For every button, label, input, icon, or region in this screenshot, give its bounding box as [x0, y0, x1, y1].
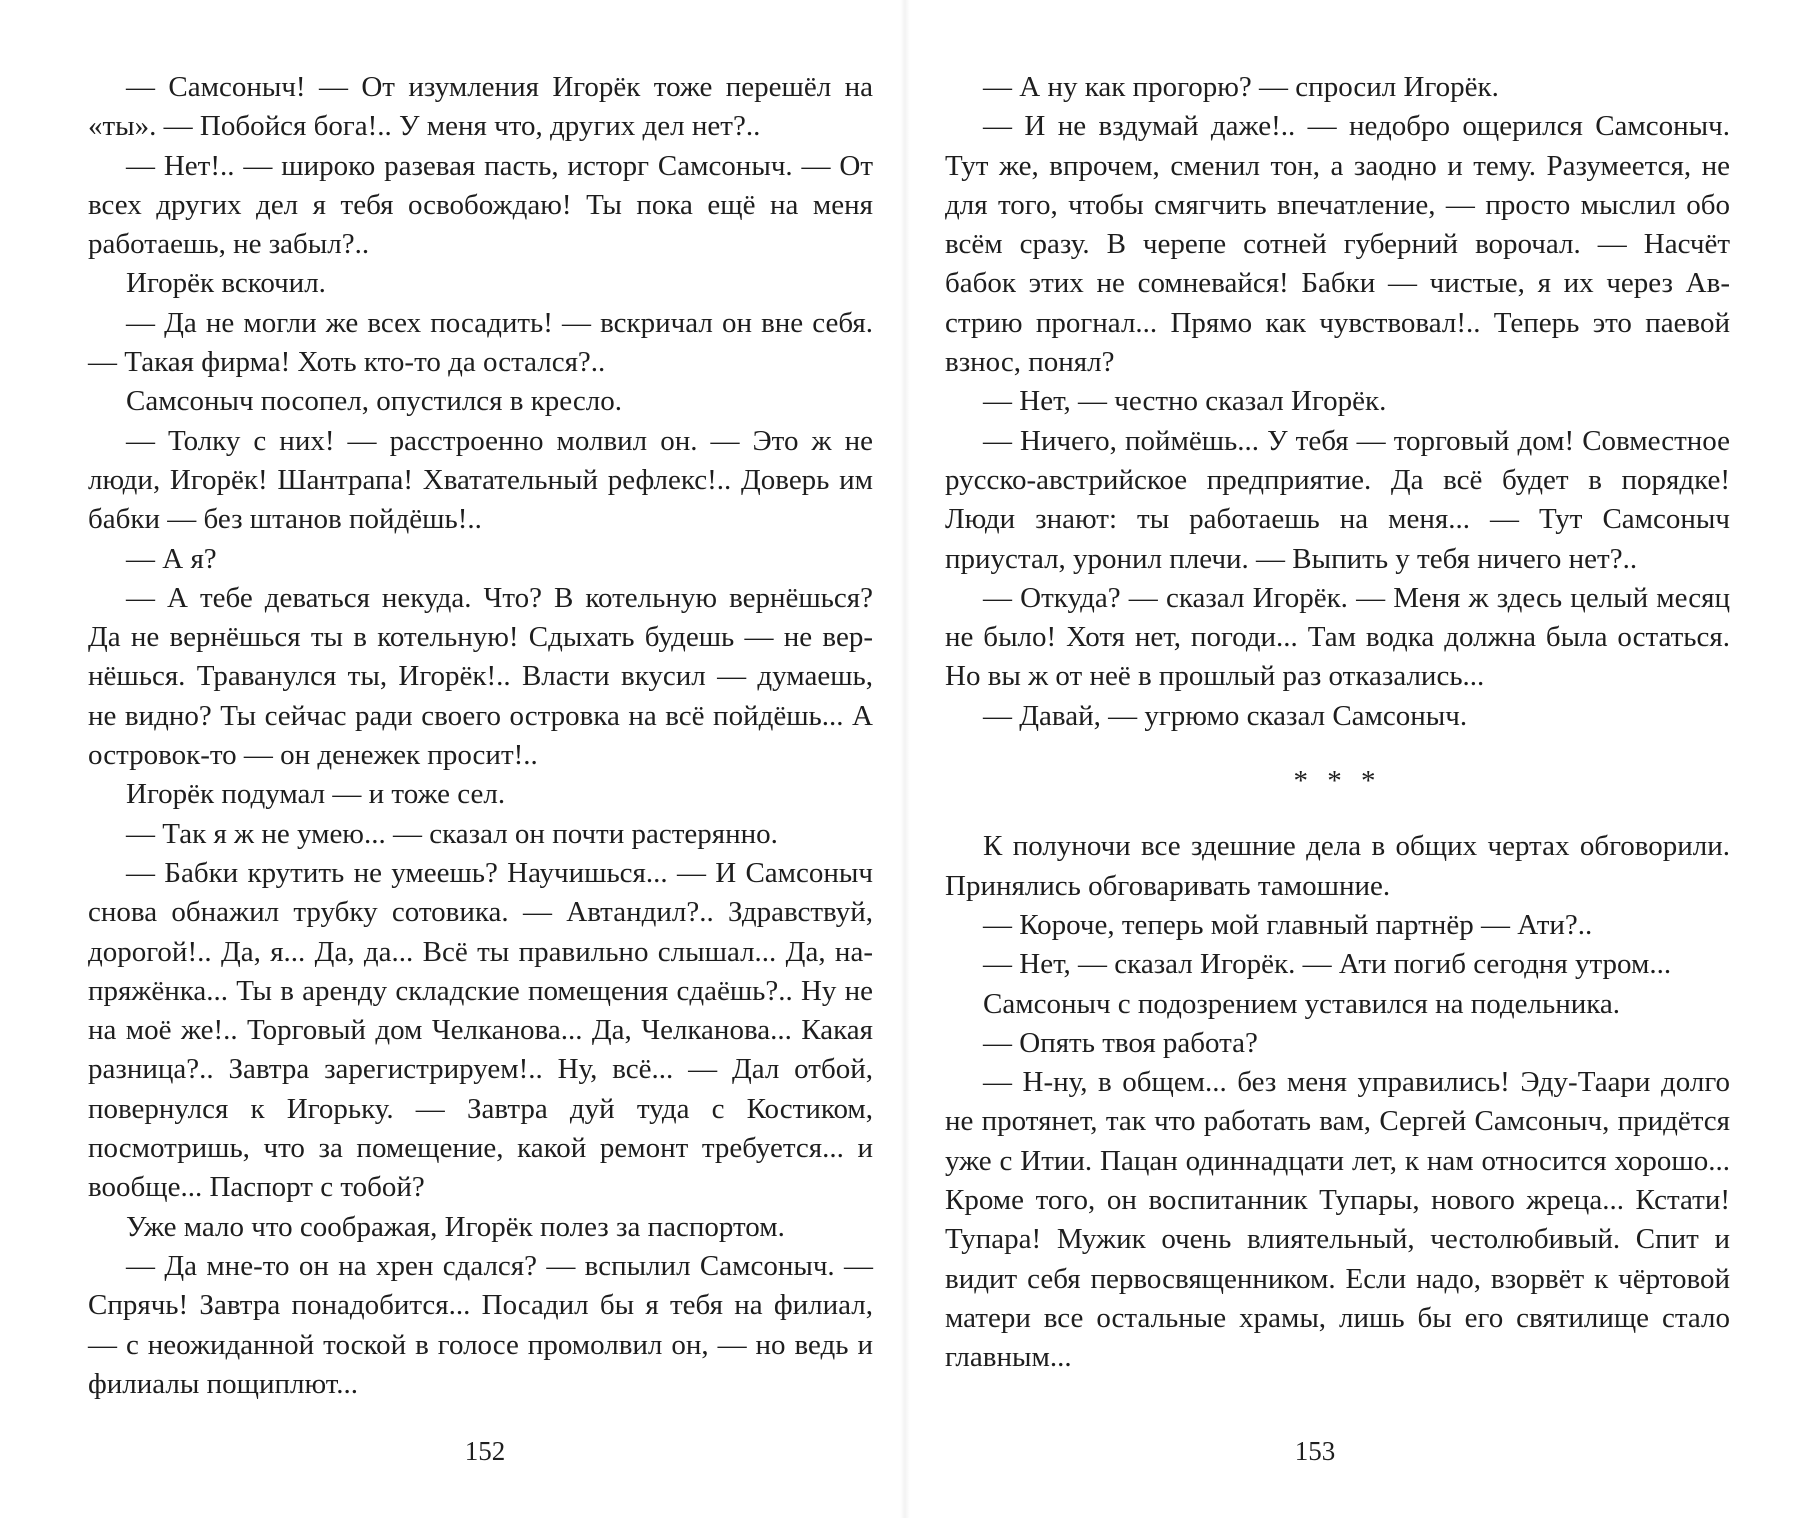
paragraph: — Так я ж не умею... — сказал он почти растерянно. [126, 817, 778, 850]
right-page-text [945, 68, 1730, 1378]
paragraph: — А тебе деваться некуда. Что? В котельную вернёшься? Да не вернёшься ты в котельную! Сдыхать будешь — не вернёшься. Траванулся ты, Игорёк!.. Власти вкусил — думаешь, не видно? Ты сейчас ради своего островка на всё пойдёшь... А островок-то — он денежек просит!.. [88, 581, 873, 772]
left-page [0, 0, 905, 1518]
paragraph: Уже мало что соображая, Игорёк полез за паспортом. [126, 1210, 785, 1243]
right-page [905, 0, 1815, 1518]
paragraph: Игорёк вскочил. [126, 267, 326, 300]
paragraph: — Давай, — угрюмо сказал Самсоныч. [983, 699, 1468, 732]
paragraph: Игорёк подумал — и тоже сел. [126, 778, 506, 811]
paragraph: — Короче, теперь мой главный партнёр — Ати?.. [983, 908, 1593, 941]
paragraph: — Бабки крутить не умеешь? Научишься... — И Самсоныч снова обнажил трубку сотовика. — Автандил?.. Здравствуй, дорогой!.. Да, я... Да, да... Всё ты правильно слышал... Да, напряжёнка... Ты в аренду складские помещения сдаёшь?.. Ну не на моё же!.. Торговый дом Челканова... Да, Челканова... Какая разница?.. Завтра зарегистрируем!.. Ну, всё... — Дал отбой, повернулся к Игорьку. — Завтра дуй туда с Костиком, посмотришь, что за помещение, какой ремонт требуется... и вообще... Паспорт с тобой? [88, 856, 873, 1204]
paragraph: К полуночи все здешние дела в общих чертах обговорили. Принялись обговаривать тамошние. [945, 830, 1730, 902]
paragraph: — И не вздумай даже!.. — недобро ощерился Самсоныч. Тут же, впрочем, сменил тон, а заодно и тему. Разумеется, не для того, чтобы смягчить впечатление, — просто мыслил обо всём сразу. В черепе сотней губерний ворочал. — Насчёт бабок этих не сомневайся! Бабки — чистые, я их через Австрию прогнал... Прямо как чувствовал!.. Теперь это паевой взнос, понял? [945, 110, 1730, 379]
paragraph: — Нет, — честно сказал Игорёк. [983, 385, 1387, 418]
paragraph: — Нет, — сказал Игорёк. — Ати погиб сегодня утром... [983, 948, 1672, 981]
paragraph: — Нет!.. — широко разевая пасть, исторг Самсоныч. — От всех других дел я тебя освобождаю! Ты пока ещё на меня работаешь, не забыл?.. [88, 149, 873, 261]
left-page-text [88, 68, 873, 1404]
paragraph: — А я? [126, 542, 217, 575]
paragraph: — Откуда? — сказал Игорёк. — Меня ж здесь целый месяц не было! Хотя нет, погоди... Там водка должна была остаться. Но вы ж от неё в прошлый раз отказались... [945, 581, 1730, 693]
page-number-left: 152 [464, 1436, 506, 1466]
paragraph: — А ну как прогорю? — спросил Игорёк. [983, 71, 1499, 103]
paragraph: — Да мне-то он на хрен сдался? — вспылил Самсоныч. — Спрячь! Завтра понадобится... Посадил бы я тебя на филиал, — с неожиданной тоской в голосе промолвил он, — но ведь и филиалы пощиплют... [88, 1249, 873, 1400]
section-separator: * * * [1293, 765, 1382, 798]
paragraph: — Толку с них! — расстроенно молвил он. — Это ж не люди, Игорёк! Шантрапа! Хватательный рефлекс!.. Доверь им бабки — без штанов пойдёшь!.. [88, 424, 873, 536]
paragraph: — Опять твоя работа? [983, 1026, 1258, 1059]
paragraph: — Ничего, поймёшь... У тебя — торговый дом! Совместное русско-австрийское предприятие. Да всё будет в порядке! Люди знают: ты работаешь на меня... — Тут Самсоныч приустал, уронил плечи. — Выпить у тебя ничего нет?.. [945, 424, 1730, 575]
paragraph: — Самсоныч! — От изумления Игорёк тоже перешёл на «ты». — Побойся бога!.. У меня что, других дел нет?.. [88, 71, 873, 143]
paragraph: Самсоныч с подозрением уставился на подельника. [983, 987, 1621, 1020]
page-number-right: 153 [1294, 1436, 1336, 1466]
paragraph: — Да не могли же всех посадить! — вскричал он вне себя. — Такая фирма! Хоть кто-то да остался?.. [88, 306, 873, 379]
paragraph: — Н-ну, в общем... без меня управились! Эду-Таари долго не протянет, так что работать вам, Сергей Самсоныч, придётся уже с Итии. Пацан одиннадцати лет, к нам относится хорошо... Кроме того, он воспитанник Тупары, нового жреца... Кстати! Тупара! Мужик очень влиятельный, честолюбивый. Спит и видит себя первосвященником. Если надо, взорвёт к чёртовой матери все остальные храмы, лишь бы его святилище стало главным... [945, 1066, 1730, 1374]
paragraph: Самсоныч посопел, опустился в кресло. [126, 385, 622, 418]
